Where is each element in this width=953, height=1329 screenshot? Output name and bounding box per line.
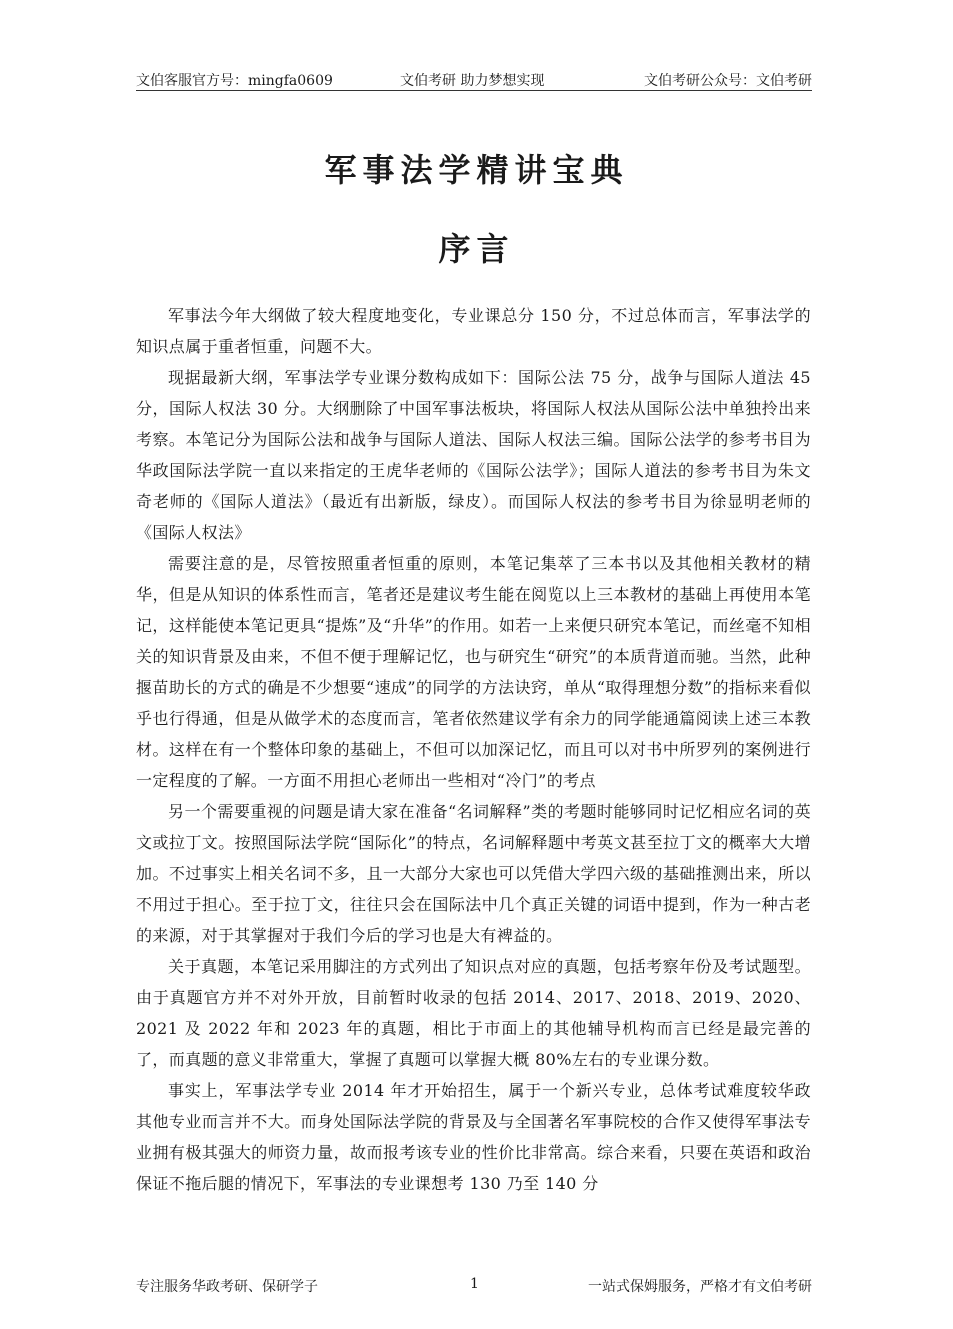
page-header xyxy=(136,64,812,91)
preface-body xyxy=(136,300,811,1199)
section-title: 序言 xyxy=(438,230,515,268)
footer-tagline: 专注服务华政考研、保研学子 xyxy=(136,1279,318,1295)
document-title: 军事法学精讲宝典 xyxy=(324,151,629,189)
paragraph: 另一个需要重视的问题是请大家在准备“名词解释”类的考题时能够同时记忆相应名词的英文或拉丁文。按照国际法学院“国际化”的特点，名词解释题中考英文甚至拉丁文的概率大大增加。不过事实上相关名词不多，且一大部分大家也可以凭借大学四六级的基础推测出来，所以不用过于担心。至于拉丁文，往往只会在国际法中几个真正关键的词语中提到，作为一种古老的来源，对于其掌握对于我们今后的学习也是大有裨益的。 xyxy=(136,802,811,945)
header-official-account: 文伯考研公众号：文伯考研 xyxy=(644,73,812,89)
paragraph: 事实上，军事法学专业 2014 年才开始招生，属于一个新兴专业，总体考试难度较华政其他专业而言并不大。而身处国际法学院的背景及与全国著名军事院校的合作又使得军事法专业拥有极其强大的师资力量，故而报考该专业的性价比非常高。综合来看，只要在英语和政治保证不拖后腿的情况下，军事法的专业课想考 130 乃至 140 分 xyxy=(136,1081,811,1193)
page-number: 1 xyxy=(470,1276,479,1292)
paragraph: 关于真题，本笔记采用脚注的方式列出了知识点对应的真题，包括考察年份及考试题型。由于真题官方并不对外开放，目前暂时收录的包括 2014、2017、2018、2019、2020、2021 及 2022 年和 2023 年的真题，相比于市面上的其他辅导机构而言已经是最完善的了，而真题的意义非常重大，掌握了真题可以掌握大概 80%左右的专业课分数。 xyxy=(136,957,811,1069)
paragraph: 军事法今年大纲做了较大程度地变化，专业课总分 150 分，不过总体而言，军事法学的知识点属于重者恒重，问题不大。 xyxy=(136,306,811,356)
header-slogan: 文伯考研 助力梦想实现 xyxy=(400,73,545,89)
footer-slogan: 一站式保姆服务，严格才有文伯考研 xyxy=(588,1279,812,1295)
paragraph: 现据最新大纲，军事法学专业课分数构成如下：国际公法 75 分，战争与国际人道法 45 分，国际人权法 30 分。大纲删除了中国军事法板块，将国际人权法从国际公法中单独拎出来考察。本笔记分为国际公法和战争与国际人道法、国际人权法三编。国际公法学的参考书目为华政国际法学院一直以来指定的王虎华老师的《国际公法学》；国际人道法的参考书目为朱文奇老师的《国际人道法》（最近有出新版，绿皮）。而国际人权法的参考书目为徐显明老师的《国际人权法》 xyxy=(136,368,811,542)
paragraph: 需要注意的是，尽管按照重者恒重的原则，本笔记集萃了三本书以及其他相关教材的精华，但是从知识的体系性而言，笔者还是建议考生能在阅览以上三本教材的基础上再使用本笔记，这样能使本笔记更具“提炼”及“升华”的作用。如若一上来便只研究本笔记，而丝毫不知相关的知识背景及由来，不但不便于理解记忆，也与研究生“研究”的本质背道而驰。当然，此种揠苗助长的方式的确是不少想要“速成”的同学的方法诀窍，单从“取得理想分数”的指标来看似乎也行得通，但是从做学术的态度而言，笔者依然建议学有余力的同学能通篇阅读上述三本教材。这样在有一个整体印象的基础上，不但可以加深记忆，而且可以对书中所罗列的案例进行一定程度的了解。一方面不用担心老师出一些相对“冷门”的考点 xyxy=(136,554,811,790)
header-service-account: 文伯客服官方号：mingfa0609 xyxy=(136,73,333,89)
